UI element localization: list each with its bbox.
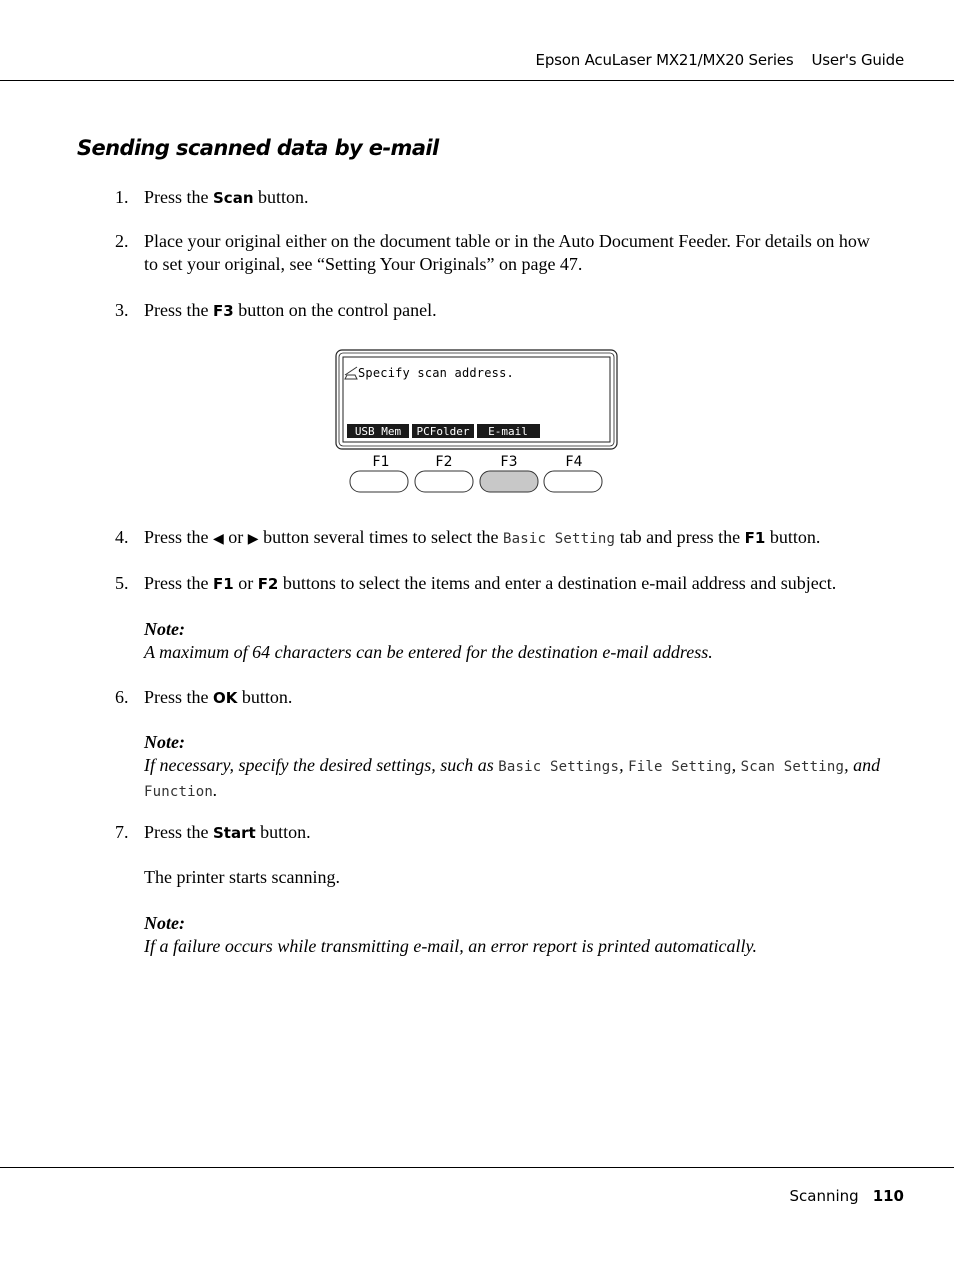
step-number: 6. [115, 687, 129, 707]
running-header [536, 51, 904, 69]
basic-setting-tab-label: Basic Setting [503, 531, 616, 547]
f3-key-label: F3 [213, 302, 234, 320]
f3-label: F3 [500, 454, 518, 470]
right-arrow-icon: ▶ [247, 532, 259, 547]
svg-text:PCFolder: PCFolder [416, 425, 470, 438]
svg-text:USB Mem: USB Mem [354, 425, 402, 438]
note-heading: Note: [144, 619, 185, 639]
scan-setting-label: Scan Setting [740, 759, 845, 775]
step-number: 5. [115, 573, 129, 593]
f2-key-label: F2 [257, 575, 279, 593]
step-2-text: Place your original either on the document table or in the Auto Document Feeder. For details on how to set your original, see “Setting Your Originals” on page 47. [144, 231, 870, 274]
footer-rule [0, 1167, 954, 1168]
f2-button[interactable] [415, 471, 473, 492]
scan-status-text: The printer starts scanning. [144, 867, 340, 887]
softkey-pcfolder [412, 424, 474, 438]
note-3 [144, 912, 884, 958]
header-guide: User's Guide [811, 51, 904, 69]
section-title: Sending scanned data by e-mail [77, 136, 439, 160]
basic-settings-label: Basic Settings [498, 759, 620, 775]
step-number: 3. [115, 300, 129, 320]
svg-text:E-mail: E-mail [488, 425, 528, 438]
running-footer [790, 1187, 904, 1205]
f1-key-label: F1 [213, 575, 234, 593]
start-key-label: Start [213, 824, 256, 842]
step-number: 1. [115, 187, 129, 207]
function-label: Function [144, 784, 214, 800]
f4-label: F4 [565, 454, 583, 470]
header-rule [0, 80, 954, 81]
f1-label: F1 [372, 454, 390, 470]
file-setting-label: File Setting [628, 759, 732, 775]
f3-button-pressed[interactable] [480, 471, 538, 492]
softkey-usb-mem [347, 424, 409, 438]
header-product: Epson AcuLaser MX21/MX20 Series [535, 51, 794, 69]
page-number: 110 [872, 1187, 904, 1205]
left-arrow-icon: ◀ [213, 532, 224, 547]
note-text: If a failure occurs while transmitting e-mail, an error report is printed automatically. [144, 936, 757, 956]
note-1 [144, 618, 884, 664]
step-number: 2. [115, 231, 129, 251]
f1-button[interactable] [350, 471, 408, 492]
note-text: A maximum of 64 characters can be entered for the destination e-mail address. [144, 642, 713, 662]
softkey-email [477, 424, 540, 438]
f2-label: F2 [435, 454, 453, 470]
note-2: Note: If necessary, specify the desired settings, such as Basic Settings, File Setting, Scan Setting, and Function. [144, 731, 884, 804]
step-number: 4. [115, 527, 129, 547]
ok-key-label: OK [213, 689, 238, 707]
step-number: 7. [115, 822, 129, 842]
scan-key-label: Scan [213, 189, 254, 207]
f4-button[interactable] [544, 471, 602, 492]
note-heading: Note: [144, 732, 185, 752]
footer-section: Scanning [789, 1187, 859, 1205]
control-panel-illustration [335, 349, 619, 494]
f1-key-label: F1 [744, 529, 766, 547]
lcd-message: Specify scan address. [358, 366, 514, 380]
note-heading: Note: [144, 913, 185, 933]
